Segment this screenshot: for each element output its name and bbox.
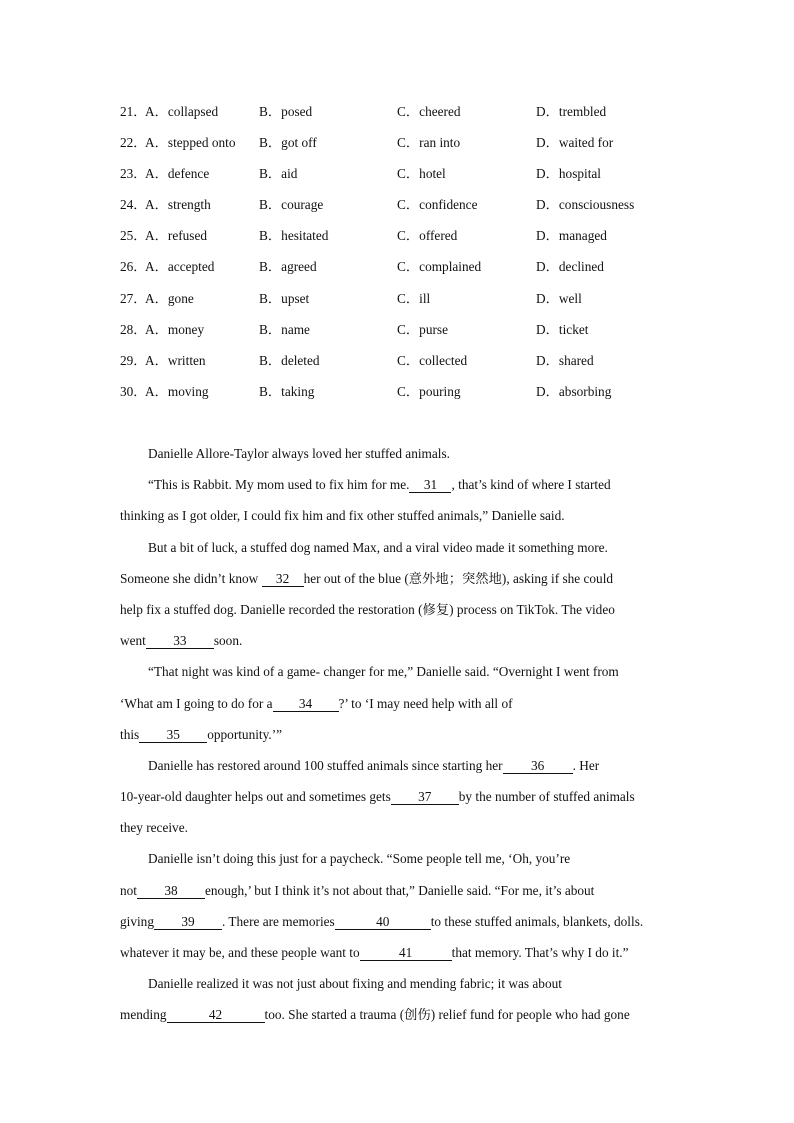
option-b: B．aid: [259, 166, 298, 182]
option-row-25: [120, 226, 680, 257]
option-d: D．consciousness: [536, 197, 635, 213]
option-b: B．courage: [259, 197, 324, 213]
option-a: A．refused: [145, 228, 208, 244]
passage-text: went: [120, 633, 146, 649]
option-b: B．deleted: [259, 352, 320, 368]
option-a: A．defence: [145, 166, 210, 182]
option-c: C．ran into: [397, 135, 461, 151]
option-c: C．cheered: [397, 104, 461, 119]
blank-41: 41: [360, 945, 452, 961]
passage-text: Someone she didn’t know: [120, 570, 262, 586]
passage-line: [120, 475, 670, 506]
passage-text: not: [120, 882, 137, 898]
passage-line: [120, 444, 670, 475]
option-a: A．accepted: [145, 259, 215, 275]
passage-text: whatever it may be, and these people want to: [120, 945, 360, 960]
question-number: 29．: [120, 352, 147, 368]
passage-line: [120, 818, 670, 849]
option-d: D．shared: [536, 352, 594, 368]
option-d: D．trembled: [536, 104, 607, 119]
blank-33: 33: [146, 633, 214, 649]
reading-passage: [120, 444, 670, 1037]
passage-text: giving: [120, 913, 154, 929]
passage-line: [120, 569, 670, 600]
passage-text: “This is Rabbit. My mom used to fix him for me.: [148, 477, 410, 493]
passage-text: But a bit of luck, a stuffed dog named Max, and a viral video made it something more.: [148, 539, 608, 555]
option-d: D．ticket: [536, 321, 589, 337]
option-d: D．hospital: [536, 166, 602, 182]
passage-text: this: [120, 726, 140, 742]
option-b: B．agreed: [259, 259, 317, 275]
passage-text: Danielle isn’t doing this just for a paycheck. “Some people tell me, ‘Oh, you’re: [148, 851, 571, 867]
option-a: A．stepped onto: [145, 135, 236, 151]
passage-line: [120, 662, 670, 693]
option-a: A．moving: [145, 383, 209, 399]
option-c: C．hotel: [397, 166, 446, 182]
option-c: C．pouring: [397, 383, 461, 399]
option-b: B．name: [259, 321, 310, 337]
passage-text: ?’ to ‘I may need help with all of: [338, 695, 513, 711]
passage-text: . Her: [572, 757, 600, 773]
passage-text: by the number of stuffed animals: [458, 789, 635, 805]
option-b: B．upset: [259, 290, 310, 306]
option-a: A．money: [145, 321, 205, 337]
passage-text: her out of the blue (意外地；突然地), asking if she could: [303, 570, 614, 586]
option-b: B．posed: [259, 104, 313, 119]
blank-32: 32: [262, 571, 304, 587]
blank-40: 40: [335, 914, 431, 930]
passage-text: soon.: [213, 633, 243, 649]
blank-38: 38: [137, 883, 205, 899]
question-number: 27．: [120, 290, 147, 306]
passage-text: to these stuffed animals, blankets, dolls.: [430, 913, 644, 929]
question-number: 22．: [120, 135, 147, 151]
passage-text: 10-year-old daughter helps out and sometimes gets: [120, 789, 391, 805]
blank-37: 37: [391, 789, 459, 805]
option-c: C．ill: [397, 290, 431, 306]
blank-34: 34: [273, 696, 339, 712]
passage-text: Danielle realized it was not just about fixing and mending fabric; it was about: [148, 976, 562, 992]
passage-line: [120, 506, 670, 537]
option-row-30: [120, 382, 680, 413]
option-d: D．waited for: [536, 135, 614, 151]
passage-text: too. She started a trauma (创伤) relief fund for people who had gone: [264, 1007, 630, 1023]
option-c: C．offered: [397, 228, 458, 244]
option-c: C．confidence: [397, 197, 478, 213]
option-a: A．written: [145, 352, 206, 368]
passage-line: [120, 881, 670, 912]
question-number: 25．: [120, 228, 147, 244]
passage-text: that memory. That’s why I do it.”: [451, 945, 629, 960]
passage-text: Danielle Allore-Taylor always loved her stuffed animals.: [148, 446, 450, 461]
passage-line: [120, 538, 670, 569]
passage-line: [120, 725, 670, 756]
blank-36: 36: [503, 758, 573, 774]
option-c: C．complained: [397, 259, 482, 275]
option-row-24: [120, 195, 680, 226]
question-number: 28．: [120, 321, 147, 337]
passage-text: Danielle has restored around 100 stuffed animals since starting her: [148, 757, 503, 773]
passage-text: they receive.: [120, 820, 188, 836]
blank-35: 35: [139, 727, 207, 743]
question-number: 21．: [120, 104, 147, 119]
option-a: A．strength: [145, 197, 211, 213]
option-b: B．got off: [259, 135, 317, 151]
option-row-22: [120, 133, 680, 164]
option-c: C．collected: [397, 352, 468, 368]
option-b: B．hesitated: [259, 228, 329, 244]
passage-line: [120, 974, 670, 1005]
passage-text: enough,’ but I think it’s not about that,” Danielle said. “For me, it’s about: [205, 882, 595, 898]
passage-line: [120, 787, 670, 818]
option-row-28: [120, 320, 680, 351]
option-row-26: [120, 257, 680, 288]
passage-line: [120, 912, 670, 943]
passage-line: [120, 694, 670, 725]
option-a: A．gone: [145, 290, 194, 306]
passage-line: [120, 756, 670, 787]
option-c: C．purse: [397, 321, 448, 337]
option-d: D．declined: [536, 259, 604, 275]
passage-line: [120, 631, 670, 662]
blank-39: 39: [154, 914, 222, 930]
blank-42: 42: [167, 1007, 265, 1023]
option-row-29: [120, 351, 680, 382]
option-row-23: [120, 164, 680, 195]
passage-text: ‘What am I going to do for a: [120, 695, 273, 711]
option-d: D．absorbing: [536, 383, 612, 399]
passage-text: . There are memories: [221, 913, 335, 929]
blank-31: 31: [409, 477, 451, 493]
question-number: 24．: [120, 197, 147, 213]
question-number: 30．: [120, 383, 147, 399]
option-d: D．well: [536, 290, 582, 306]
option-row-21: [120, 102, 680, 133]
passage-line: [120, 600, 670, 631]
question-number: 23．: [120, 166, 147, 182]
option-b: B．taking: [259, 383, 315, 399]
passage-line: [120, 943, 670, 974]
answer-options: [120, 102, 680, 413]
passage-text: , that’s kind of where I started: [451, 477, 611, 493]
option-d: D．managed: [536, 228, 607, 244]
question-number: 26．: [120, 259, 147, 275]
passage-text: “That night was kind of a game- changer for me,” Danielle said. “Overnight I went from: [148, 664, 619, 680]
passage-text: thinking as I got older, I could fix him and fix other stuffed animals,” Danielle said.: [120, 508, 565, 524]
option-row-27: [120, 289, 680, 320]
option-a: A．collapsed: [145, 104, 219, 119]
passage-text: help fix a stuffed dog. Danielle recorded the restoration (修复) process on TikTok. The video: [120, 601, 615, 617]
passage-text: mending: [120, 1007, 167, 1023]
passage-line: [120, 1005, 670, 1036]
passage-line: [120, 849, 670, 880]
passage-text: opportunity.’”: [207, 726, 283, 742]
